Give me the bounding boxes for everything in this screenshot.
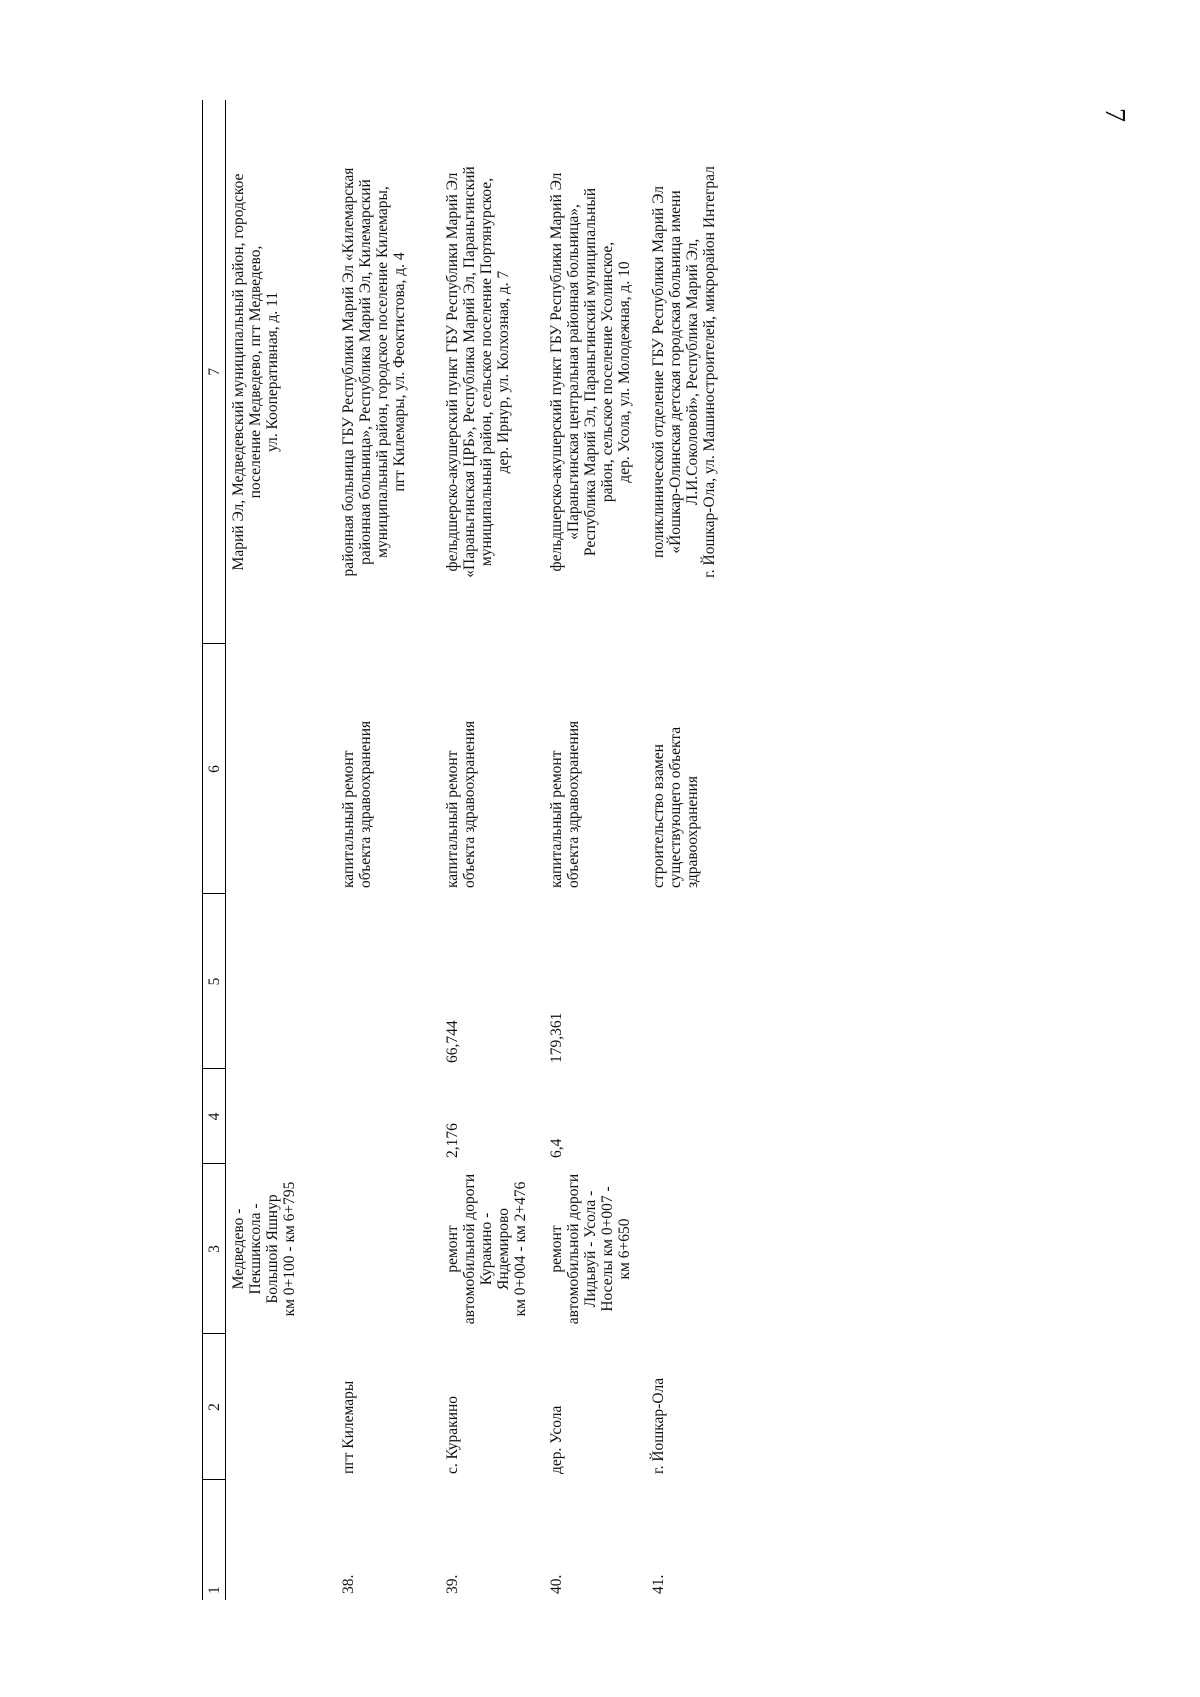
length-cell	[226, 1069, 329, 1164]
rotated-table-wrapper	[202, 100, 812, 1600]
settlement-cell: пгт Килемары	[340, 1380, 357, 1474]
road-cell: ремонт автомобильной дороги Куракино - Яндемирово км 0+004 - км 2+476	[444, 1173, 529, 1325]
row-number: 41.	[650, 1574, 667, 1594]
settlement-cell: дер. Усола	[548, 1405, 565, 1474]
work-type-cell: капитальный ремонт объекта здравоохранения	[444, 720, 478, 888]
cost-cell: 179,361	[548, 1012, 565, 1063]
row-number: 39.	[444, 1574, 461, 1594]
table-row	[226, 100, 329, 1600]
cost-cell	[640, 894, 750, 1069]
objects-table	[202, 100, 750, 1600]
settlement-cell: с. Куракино	[444, 1395, 461, 1474]
header-row	[203, 100, 226, 1600]
settlement-cell: г. Йошкар-Ола	[650, 1377, 667, 1474]
road-cell	[640, 1164, 750, 1334]
facility-cell: фельдшерско-акушерский пункт ГБУ Республики Марий Эл «Параньгинская центральная районная больница», Республика Марий Эл, Параньгинский муниципальный район, сельское поселение Усолинское, дер. Усола, ул. Молодежная, д. 10	[548, 172, 633, 572]
facility-cell: поликлинической отделение ГБУ Республики Марий Эл «Йошкар-Олинская детская городская больница имени Л.И.Соколовой», Республика Марий Эл, г. Йошкар-Ола, ул. Машиностроителей, микрорайон Интеграл	[650, 166, 718, 578]
table-row	[640, 100, 750, 1600]
cost-cell	[328, 894, 432, 1069]
row-number: 40.	[548, 1574, 565, 1594]
length-cell: 2,176	[444, 1123, 461, 1158]
length-cell	[328, 1069, 432, 1164]
page-number: 7	[1099, 108, 1130, 122]
header-col-5: 5	[203, 894, 226, 1069]
length-cell: 6,4	[548, 1138, 565, 1158]
work-type-cell	[226, 644, 329, 894]
header-col-4: 4	[203, 1069, 226, 1164]
cost-cell: 66,744	[444, 1020, 461, 1063]
header-col-3: 3	[203, 1164, 226, 1334]
road-cell: ремонт автомобильной дороги Лидьвуй - Усола - Носелы км 0+007 - км 6+650	[548, 1173, 633, 1325]
header-col-2: 2	[203, 1334, 226, 1480]
table-row	[432, 100, 536, 1600]
header-col-7: 7	[203, 100, 226, 644]
header-col-1: 1	[203, 1480, 226, 1600]
work-type-cell: капитальный ремонт объекта здравоохранения	[340, 720, 374, 888]
road-cell: Медведево - Пекшиксола - Большой Яшнур км 0+100 - км 6+795	[230, 1181, 298, 1317]
length-cell	[640, 1069, 750, 1164]
facility-cell: районная больница ГБУ Республики Марий Эл «Килемарская районная больница», Республика Марий Эл, Килемарский муниципальный район, городское поселение Килемары, пгт Килемары, ул. Феоктистова, д. 4	[340, 167, 408, 577]
row-number	[226, 1480, 329, 1600]
facility-cell: Марий Эл, Медведевский муниципальный район, городское поселение Медведево, пгт Медведево, ул. Кооперативная, д. 11	[230, 173, 281, 571]
work-type-cell: капитальный ремонт объекта здравоохранения	[548, 720, 582, 888]
settlement-cell	[226, 1334, 329, 1480]
work-type-cell: строительство взамен существующего объекта здравоохранения	[650, 726, 701, 888]
facility-cell: фельдшерско-акушерский пункт ГБУ Республики Марий Эл «Параньгинская ЦРБ», Республика Марий Эл, Параньгинский муниципальный район, сельское поселение Портянурское, дер. Ирнур, ул. Колхозная, д. 7	[444, 166, 512, 578]
cost-cell	[226, 894, 329, 1069]
header-col-6: 6	[203, 644, 226, 894]
road-cell	[328, 1164, 432, 1334]
table-row	[328, 100, 432, 1600]
table-row	[536, 100, 640, 1600]
row-number: 38.	[340, 1574, 357, 1594]
